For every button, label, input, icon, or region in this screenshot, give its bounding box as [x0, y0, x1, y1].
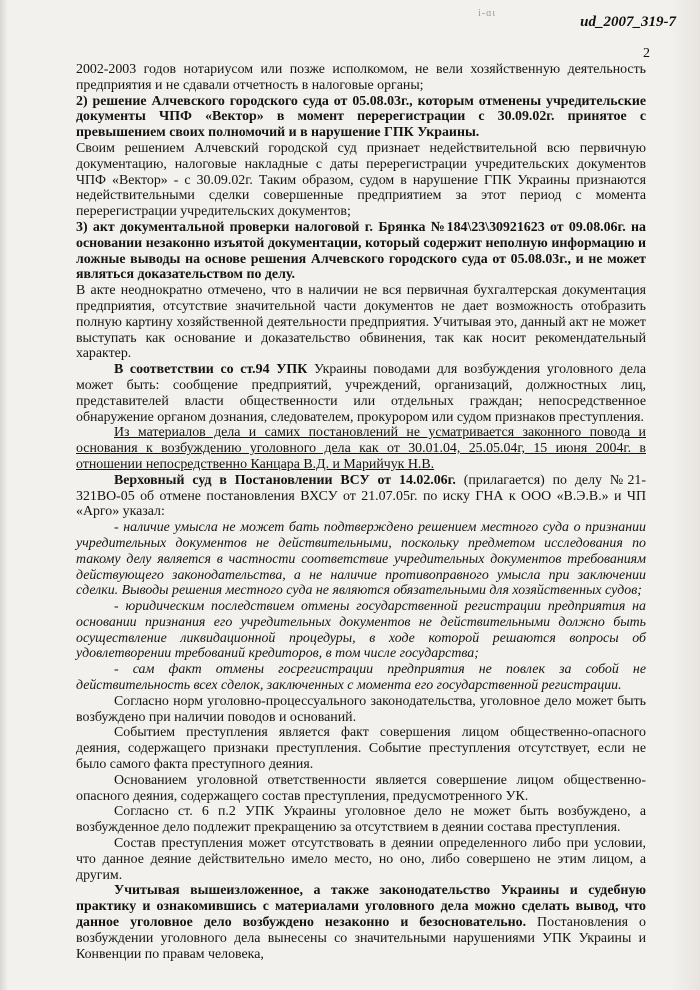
stamp-mark: i-ɑɩ	[478, 8, 497, 19]
paragraph-corpus-delicti: Состав преступления может отсутствовать в деянии определенного либо при условии, что данное деяние действительно имело место, но оно, либо совершено не этим лицом, а другим.	[76, 836, 646, 883]
scan-edge-right	[670, 0, 700, 990]
document-body	[76, 62, 646, 962]
paragraph-continuation: 2002-2003 годов нотариусом или позже исполкомом, не вели хозяйственную деятельность предприятия и не сдавали отчетность в налоговые органы;	[76, 62, 646, 93]
page-number: 2	[643, 46, 650, 61]
paragraph-audit-act: В акте неоднократно отмечено, что в наличии не вся первичная бухгалтерская документация предприятия, отсутствие значительной части документов не дает возможность отобразить полную картину хозяйственной деятельности предприятия. Учитывая это, данный акт не может выступать как основание и доказательство обвинения, так как носит рекомендательный характер.	[76, 283, 646, 362]
paragraph-conclusion	[76, 883, 646, 962]
paragraph-crime-event: Событием преступления является факт совершения лицом общественно-опасного деяния, содержащего признаки преступления. Событие преступления отсутствует, если не было самого факта преступного деяния.	[76, 725, 646, 773]
scan-edge-left	[0, 0, 8, 990]
paragraph-liability-basis: Основанием уголовной ответственности является совершение лицом общественно-опасного деяния, содержащего состав преступления, предусмотренного УК.	[76, 772, 646, 804]
paragraph-conclusion-lead: Учитывая вышеизложенное, а также законодательство Украины и судебную практику и ознакомившись с материалами уголовного дела можно сделать вывод, что данное уголовное дело возбуждено незаконно и безосновательно.	[76, 883, 646, 931]
paragraph-article-94-lead: В соответствии со ст.94 УПК	[114, 362, 308, 378]
paragraph-quote-3: - сам факт отмены госрегистрации предприятия не повлек за собой не действительность всех сделок, заключенных с момента его государственной регистрации.	[76, 662, 646, 694]
paragraph-supreme-court-text: (прилагается) по делу №21-321ВО-05 об отмене постановления ВХСУ от 21.07.05г. по иску ГНА к ООО «В.Э.В.» и ЧП «Арго» указал:	[76, 472, 647, 520]
paragraph-quote-2: - юридическим последствием отмены государственной регистрации предприятия на основании признания его учредительных документов не действительными должно быть осуществление ликвидационной процедуры, в ходе которой решаются вопросы об удовлетворении требований кредиторов, в том числе государства;	[76, 599, 646, 662]
paragraph-article-94	[76, 362, 646, 425]
document-id: ud_2007_319-7	[580, 14, 676, 30]
paragraph-supreme-court-lead: Верховный суд в Постановлении ВСУ от 14.02.06г.	[114, 472, 456, 488]
paragraph-quote-1: - наличие умысла не может бать подтверждено решением местного суда о признании учредительных документов не действительными, поскольку предметом исследования по такому делу является в частности соответствие учредительных документов требованиям действующего законодательства, а не наличие противоправного умысла при заключении сделки. Выводы решения местного суда не являются обязательными для хозяйственных судов;	[76, 520, 646, 599]
paragraph-point-3: 3) акт документальной проверки налоговой г. Брянка №184\23\30921623 от 09.08.06г. на основании незаконно изъятой документации, который содержит неполную информацию и ложные выводы на основе решения Алчевского городского суда от 05.08.03г., и не может являться доказательством по делу.	[76, 219, 646, 283]
paragraph-supreme-court	[76, 473, 646, 520]
paragraph-article-6: Согласно ст. 6 п.2 УПК Украины уголовное дело не может быть возбуждено, а возбужденное дело подлежит прекращению за отсутствием в деянии состава преступления.	[76, 804, 646, 836]
paragraph-court-decision: Своим решением Алчевский городской суд признает недействительной всю первичную документацию, налоговые накладные с даты перерегистрации учредительских документов ЧПФ «Вектор» - с 30.09.02г. Таким образом, судом в нарушение ГПК Украины признаются недействительными сделки совершенные предприятием за этот период с момента перерегистрации учредительских документов;	[76, 140, 646, 220]
paragraph-criminal-procedure: Согласно норм уголовно-процессуального законодательства, уголовное дело может быть возбуждено при наличии поводов и оснований.	[76, 693, 646, 725]
paragraph-article-94-text: Украины поводами для возбуждения уголовного дела может быть: сообщение предприятий, учреждений, организаций, должностных лиц, представителей власти общественности или отдельных граждан; непосредственное обнаружение органом дознания, следователем, прокурором или судом признаков преступления.	[76, 362, 647, 425]
paragraph-conclusion-text: Постановления о возбуждении уголовного дела вынесены со значительными нарушениями УПК Украины и Конвенции по правам человека,	[76, 915, 646, 962]
paragraph-point-2: 2) решение Алчевского городского суда от 05.08.03г., которым отменены учредительские документы ЧПФ «Вектор» в момент перерегистрации с 30.09.02г. принятое с превышением своих полномочий и в нарушение ГПК Украины.	[76, 93, 646, 141]
paragraph-materials: Из материалов дела и самих постановлений не усматривается законного повода и основания к возбуждению уголовного дела как от 30.01.04, 25.05.04г, 15 июня 2004г. в отношении непосредственно Канцара В.Д. и Марийчук Н.В.	[76, 425, 646, 472]
